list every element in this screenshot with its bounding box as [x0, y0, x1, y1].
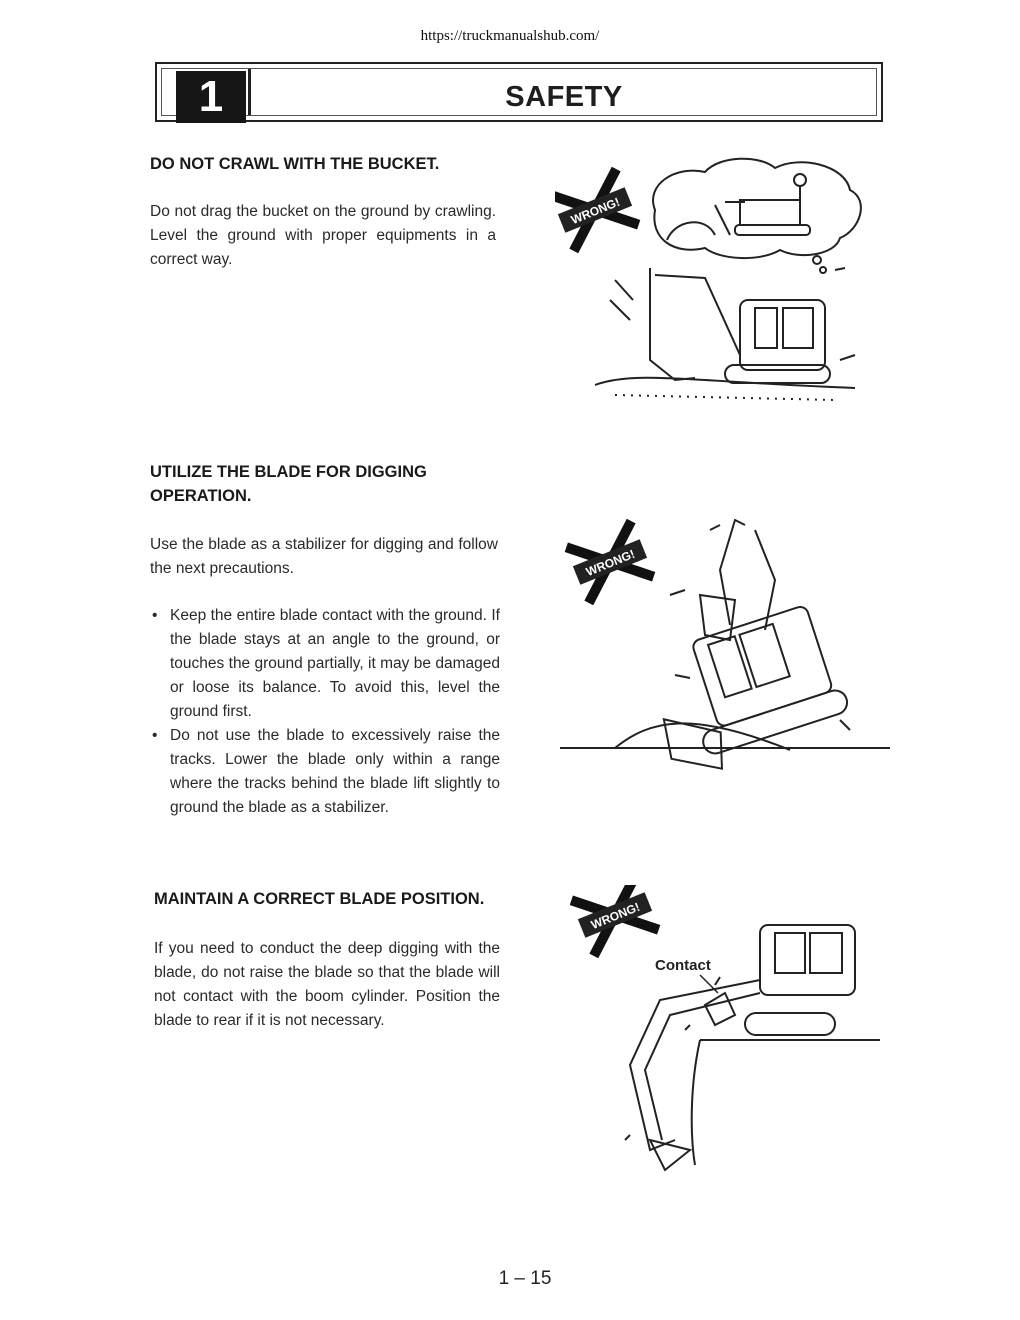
page-number: 1 – 15 [498, 1268, 552, 1289]
section-heading-blade-position: MAINTAIN A CORRECT BLADE POSITION. [154, 890, 485, 908]
bullet-text: Keep the entire blade contact with the ground. If the blade stays at an angle to the ground, or touches the ground partially, it may be damaged or loose its balance. To avoid this, level the ground first. [170, 607, 500, 720]
deep-digging-contact-illustration [570, 885, 880, 1185]
section-body-blade-digging: Use the blade as a stabilizer for digging and follow the next precautions. [150, 536, 498, 577]
list-item [150, 724, 500, 820]
header-divider [248, 69, 251, 115]
list-item [150, 604, 500, 724]
chapter-number-box: 1 [176, 71, 246, 123]
tilted-blade-excavator-illustration [560, 510, 890, 775]
section-heading-crawl: DO NOT CRAWL WITH THE BUCKET. [150, 155, 440, 173]
chapter-title: SAFETY [505, 81, 623, 113]
svg-text:WRONG!: WRONG! [588, 899, 642, 933]
section-body-crawl: Do not drag the bucket on the ground by crawling. Level the ground with proper equipments in a correct way. [150, 203, 496, 268]
section-body-blade-position: If you need to conduct the deep digging with the blade, do not raise the blade so that the blade will not contact with the boom cylinder. Position the blade to rear if it is not necessary. [154, 940, 500, 1029]
chapter-header [155, 62, 883, 122]
source-url: https://truckmanualshub.com/ [420, 28, 600, 44]
svg-text:WRONG!: WRONG! [583, 546, 637, 580]
wrong-badge-2 [565, 521, 654, 604]
wrong-badge-1 [555, 169, 640, 252]
wrong-badge-3 [570, 885, 659, 956]
svg-text:WRONG!: WRONG! [568, 194, 622, 228]
bullet-dot: • [152, 727, 158, 744]
contact-callout: Contact [655, 957, 711, 974]
blade-precautions-list [150, 604, 500, 820]
bullet-dot: • [152, 607, 158, 624]
header-inner-frame [161, 68, 877, 121]
crawling-excavator-illustration [555, 150, 875, 412]
section-heading-blade-digging-line2: OPERATION. [150, 487, 252, 505]
section-heading-blade-digging-line1: UTILIZE THE BLADE FOR DIGGING [150, 463, 427, 481]
bullet-text: Do not use the blade to excessively raise the tracks. Lower the blade only within a range where the tracks behind the blade lift slightly to ground the blade as a stabilizer. [170, 727, 500, 816]
